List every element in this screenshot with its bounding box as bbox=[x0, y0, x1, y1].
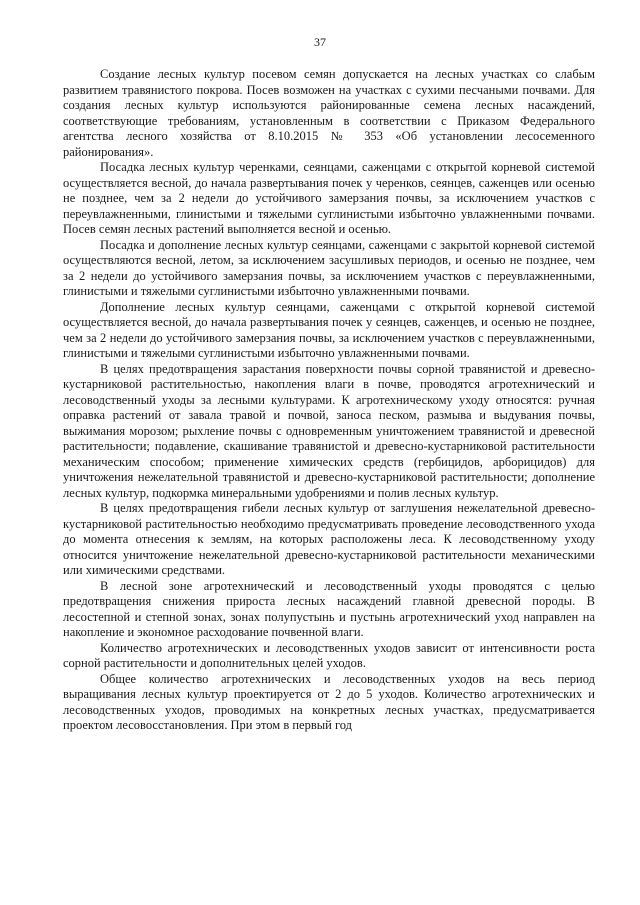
paragraph-silvicultural-care: В целях предотвращения гибели лесных культур от заглушения нежелательной древесно-кустарниковой растительностью необходимо предусматривать проведение лесоводственного ухода до момента отнесения к землям, на которых расположены леса. К лесоводственному уходу относится уничтожение нежелательной древесно-кустарниковой растительности механическими или химическими средствами. bbox=[63, 501, 595, 577]
paragraph-total-care-count: Общее количество агротехнических и лесоводственных уходов на весь период выращивания лесных культур проектируется от 2 до 5 уходов. Количество агротехнических и лесоводственных уходов, проводимых на конкретных лесных участках, предусматривается проектом лесовосстановления. При этом в первый год bbox=[63, 671, 595, 732]
document-body bbox=[63, 67, 595, 734]
paragraph-agrotechnical-care: В целях предотвращения зарастания поверхности почвы сорной травянистой и древесно-кустарниковой растительностью, накопления влаги в почве, проводятся агротехнический и лесоводственный уходы за лесными культурами. К агротехническому уходу относятся: ручная оправка растений от завала травой и почвой, заноса песком, размыва и выдувания почвы, выжимания морозом; рыхление почвы с одновременным уничтожением травянистой и древесной растительности; подавление, скашивание травянистой и древесно-кустарниковой растительности механическим способом; применение химических средств (гербицидов, арборицидов) для уничтожения нежелательной травянистой и древесно-кустарниковой растительности; дополнение лесных культур, подкормка минеральными удобрениями и полив лесных культур. bbox=[63, 361, 595, 500]
page-number: 37 bbox=[314, 35, 326, 49]
paragraph-closed-root-planting: Посадка и дополнение лесных культур сеянцами, саженцами с закрытой корневой системой осуществляются весной, летом, за исключением засушливых периодов, и осенью не позднее, чем за 2 недели до устойчивого замерзания почвы, за исключением участков с переувлажненными, глинистыми и тяжелыми суглинистыми избыточно увлажненными почвами. bbox=[63, 237, 595, 298]
paragraph-open-root-supplement: Дополнение лесных культур сеянцами, саженцами с открытой корневой системой осуществляется весной, до начала развертывания почек у сеянцев, саженцев, и осенью не позднее, чем за 2 недели до устойчивого замерзания почвы, за исключением участков с переувлажненными, глинистыми и тяжелыми суглинистыми избыточно увлажненными почвами. bbox=[63, 299, 595, 360]
paragraph-seed-sowing: Создание лесных культур посевом семян допускается на лесных участках со слабым развитием травянистого покрова. Посев возможен на участках с сухими песчаными почвами. Для создания лесных культур используются районированные семена лесных насаждений, соответствующие требованиям, установленным в соответствии с Приказом Федерального агентства лесного хозяйства от 8.10.2015 № 353 «Об установлении лесосеменного районирования». bbox=[63, 67, 595, 159]
paragraph-forest-zone-care: В лесной зоне агротехнический и лесоводственный уходы проводятся с целью предотвращения снижения прироста лесных насаждений главной древесной породы. В лесостепной и степной зонах, зонах полупустынь и пустынь агротехнический уход направлен на накопление и экономное расходование почвенной влаги. bbox=[63, 578, 595, 639]
paragraph-care-count: Количество агротехнических и лесоводственных уходов зависит от интенсивности роста сорной растительности и дополнительных целей уходов. bbox=[63, 640, 595, 670]
paragraph-open-root-planting: Посадка лесных культур черенками, сеянцами, саженцами с открытой корневой системой осуществляется весной, до начала развертывания почек у черенков, сеянцев, саженцев или осенью не позднее, чем за 2 недели до устойчивого замерзания почвы, за исключением участков с переувлажненными, глинистыми и тяжелыми суглинистыми избыточно увлажненными почвами. Посев семян лесных растений выполняется весной и осенью. bbox=[63, 160, 595, 236]
